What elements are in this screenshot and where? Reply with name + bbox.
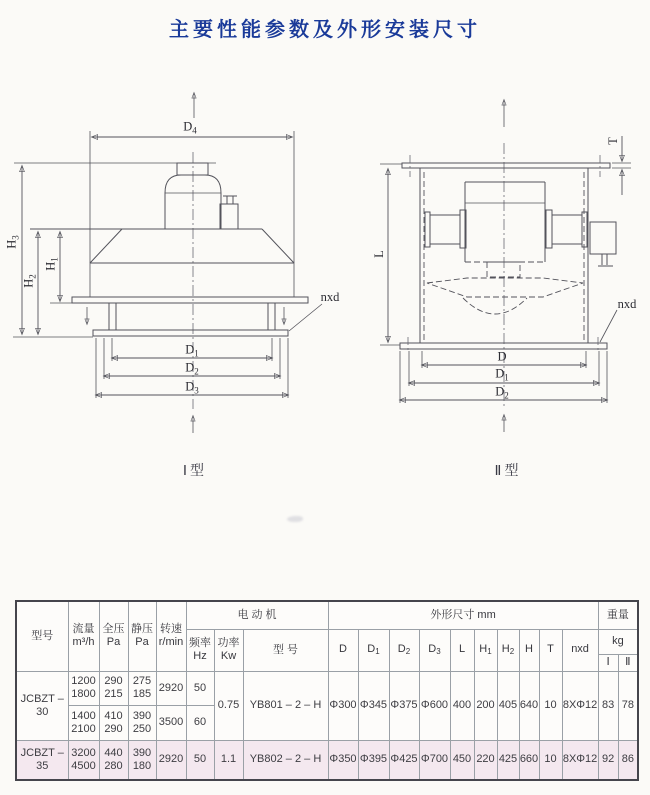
dim-label-h3: $H_3$ xyxy=(4,235,21,249)
cell-freq: 60 xyxy=(186,705,214,740)
cell-h: 640 xyxy=(519,671,539,740)
cell-d1: Φ395 xyxy=(358,740,389,780)
page-title: 主要性能参数及外形安装尺寸 xyxy=(169,17,481,41)
col-header-total-pressure: 全压 Pa xyxy=(99,601,128,671)
cell-d2: Φ375 xyxy=(389,671,419,740)
caption-type1: Ⅰ型 xyxy=(182,464,208,479)
cell-weight-2: 86 xyxy=(618,740,638,780)
col-header-flow: 流量 m³/h xyxy=(68,601,99,671)
cell-h2: 405 xyxy=(497,671,519,740)
cell-static-pressure: 390 250 xyxy=(128,705,156,740)
cell-h1: 220 xyxy=(474,740,497,780)
col-header-weight-unit: kg xyxy=(598,629,638,654)
cell-power: 1.1 xyxy=(214,740,243,780)
cell-nxd: 8XΦ12 xyxy=(562,671,598,740)
cell-speed: 3500 xyxy=(156,705,186,740)
table-row xyxy=(16,671,638,705)
col-header-dim-d1: $D_1$ xyxy=(358,629,389,671)
cell-h2: 425 xyxy=(497,740,519,780)
cell-l: 450 xyxy=(450,740,474,780)
cell-d: Φ300 xyxy=(328,671,358,740)
cell-l: 400 xyxy=(450,671,474,740)
cell-speed: 2920 xyxy=(156,740,186,780)
col-header-dim-h1: $H_1$ xyxy=(474,629,497,671)
cell-t: 10 xyxy=(539,671,562,740)
cell-weight-2: 78 xyxy=(618,671,638,740)
cell-weight-1: 83 xyxy=(598,671,618,740)
dim-label-nxd-2: nxd xyxy=(617,296,637,311)
cell-total-pressure: 410 290 xyxy=(99,705,128,740)
cell-nxd: 8XΦ12 xyxy=(562,740,598,780)
cell-freq: 50 xyxy=(186,740,214,780)
cell-d3: Φ700 xyxy=(419,740,450,780)
dim-label-l: L xyxy=(371,250,386,258)
cell-d1: Φ345 xyxy=(358,671,389,740)
col-header-weight-1: Ⅰ xyxy=(598,654,618,671)
col-header-dim-h2: $H_2$ xyxy=(497,629,519,671)
col-header-dim-t: T xyxy=(539,629,562,671)
cell-motor-model: YB801 – 2 – H xyxy=(243,671,328,740)
cell-power: 0.75 xyxy=(214,671,243,740)
table-row xyxy=(16,740,638,780)
cell-t: 10 xyxy=(539,740,562,780)
spec-table xyxy=(15,600,639,781)
cell-d3: Φ600 xyxy=(419,671,450,740)
col-header-dim-l: L xyxy=(450,629,474,671)
cell-motor-model: YB802 – 2 – H xyxy=(243,740,328,780)
col-header-dim-nxd: nxd xyxy=(562,629,598,671)
scan-artifact xyxy=(287,516,303,522)
col-header-motor-model: 型 号 xyxy=(243,629,328,671)
dim-label-t: T xyxy=(605,137,620,145)
col-header-dim-d3: $D_3$ xyxy=(419,629,450,671)
dim-label-d2b: $D_2$ xyxy=(495,384,509,401)
col-header-dim-h: H xyxy=(519,629,539,671)
cell-h: 660 xyxy=(519,740,539,780)
cell-h1: 200 xyxy=(474,671,497,740)
caption-type2: Ⅱ型 xyxy=(494,464,522,479)
col-header-weight-2: Ⅱ xyxy=(618,654,638,671)
col-header-dim-d: D xyxy=(328,629,358,671)
header-row-1 xyxy=(16,601,638,629)
cell-model: JCBZT – 30 xyxy=(16,671,68,740)
col-header-power: 功率 Kw xyxy=(214,629,243,671)
dim-label-h1: $H_1$ xyxy=(43,257,60,271)
dim-label-d4: $D_4$ xyxy=(183,119,197,136)
col-header-speed: 转速 r/min xyxy=(156,601,186,671)
cell-d: Φ350 xyxy=(328,740,358,780)
cell-static-pressure: 275 185 xyxy=(128,671,156,705)
cell-total-pressure: 290 215 xyxy=(99,671,128,705)
col-header-freq: 频率 Hz xyxy=(186,629,214,671)
cell-flow: 3200 4500 xyxy=(68,740,99,780)
dim-label-d2: $D_2$ xyxy=(185,360,199,377)
col-header-dim-d2: $D_2$ xyxy=(389,629,419,671)
cell-freq: 50 xyxy=(186,671,214,705)
dim-label-d1: $D_1$ xyxy=(185,342,199,359)
col-header-model: 型号 xyxy=(16,601,68,671)
group-header-motor: 电 动 机 xyxy=(186,601,328,629)
dim-label-d1b: $D_1$ xyxy=(495,366,509,383)
dim-label-d: D xyxy=(497,349,507,364)
group-header-weight: 重量 xyxy=(598,601,638,629)
cell-flow: 1200 1800 xyxy=(68,671,99,705)
cell-speed: 2920 xyxy=(156,671,186,705)
dim-label-d3: $D_3$ xyxy=(185,379,199,396)
cell-d2: Φ425 xyxy=(389,740,419,780)
cell-flow: 1400 2100 xyxy=(68,705,99,740)
col-header-static-pressure: 静压 Pa xyxy=(128,601,156,671)
group-header-dimensions: 外形尺寸 mm xyxy=(328,601,598,629)
cell-static-pressure: 390 180 xyxy=(128,740,156,780)
cell-model: JCBZT – 35 xyxy=(16,740,68,780)
dim-label-nxd-1: nxd xyxy=(320,289,340,304)
cell-total-pressure: 440 280 xyxy=(99,740,128,780)
dim-label-h2: $H_2$ xyxy=(21,274,38,288)
cell-weight-1: 92 xyxy=(598,740,618,780)
